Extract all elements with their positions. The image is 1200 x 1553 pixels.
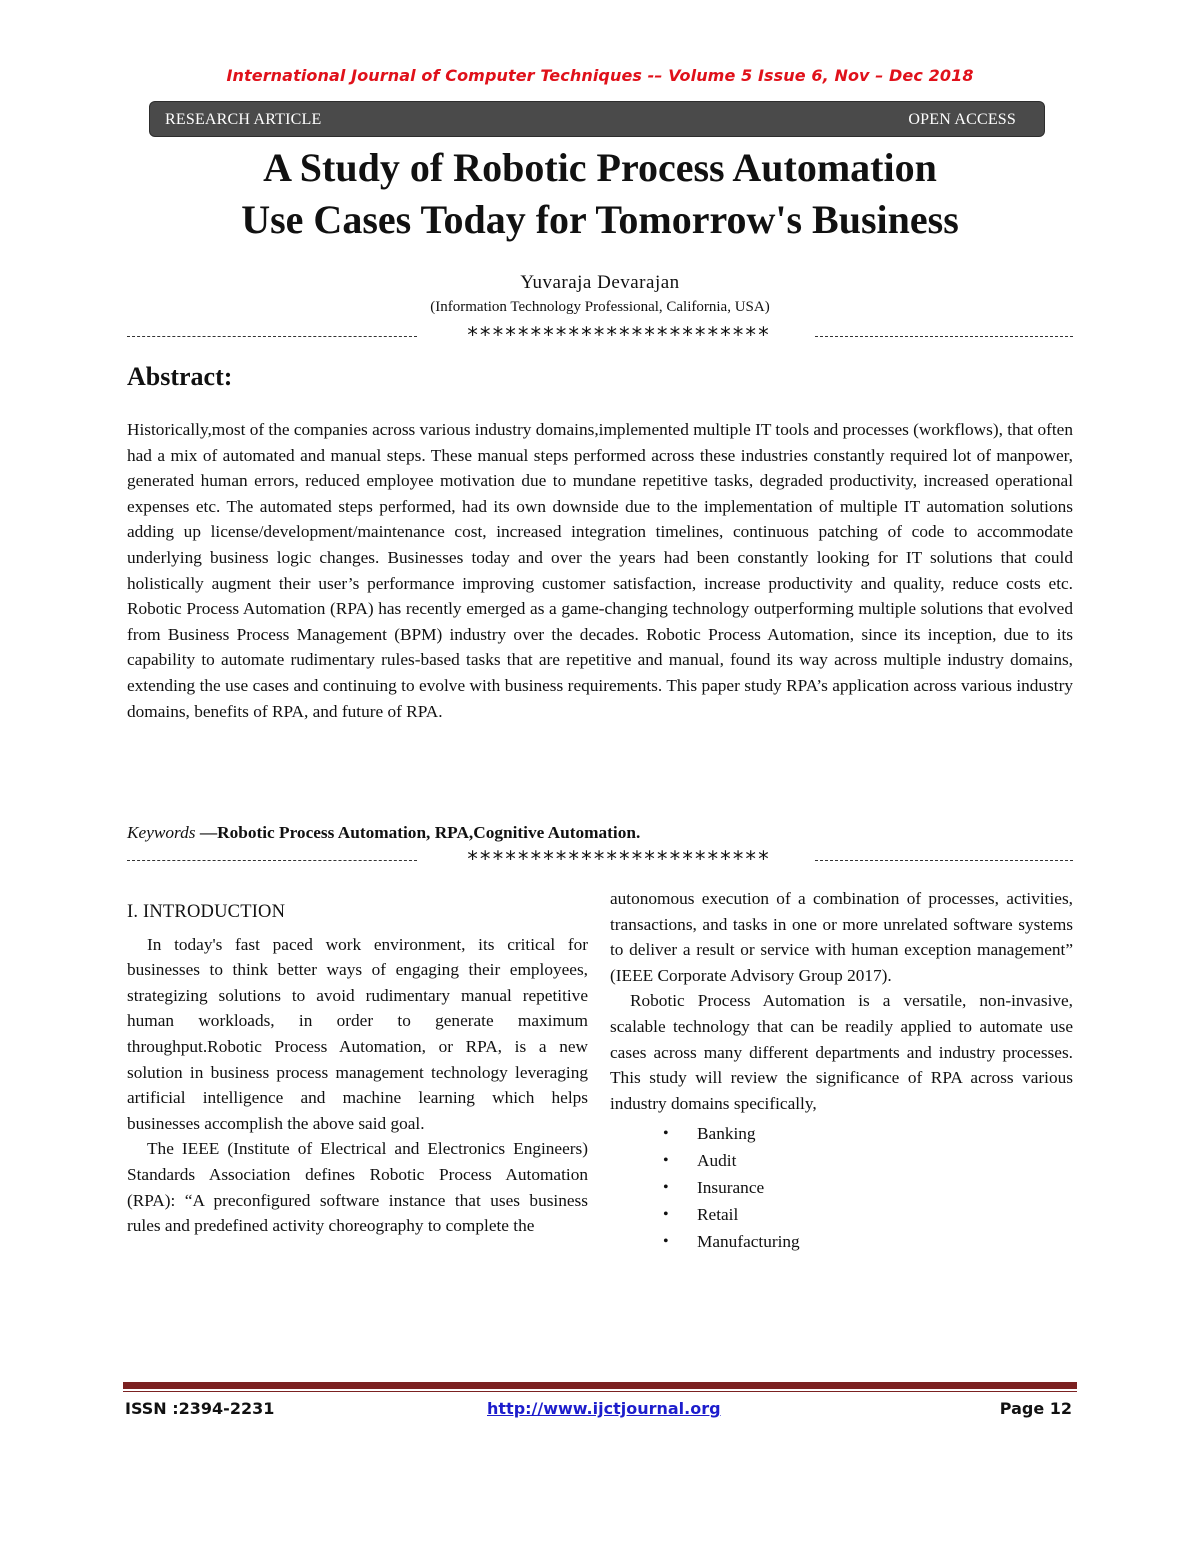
separator-dash-right bbox=[815, 336, 1073, 337]
intro-paragraph-1: In today's fast paced work environment, its critical for businesses to think better ways of engaging their employees, strategizing solutions to avoid rudimentary manual repetitive human workloads, in order to generate maximum throughput.Robotic Process Automation, or RPA, is a new solution in business process management technology leveraging artificial intelligence and machine learning which helps businesses accomplish the above said goal. bbox=[127, 934, 588, 1133]
keywords-label: Keywords bbox=[127, 823, 196, 842]
separator-stars: ************************ bbox=[466, 323, 770, 347]
journal-header: International Journal of Computer Techniques -– Volume 5 Issue 6, Nov – Dec 2018 bbox=[226, 66, 974, 85]
abstract-body: Historically,most of the companies across various industry domains,implemented multiple IT tools and processes (workflows), that often had a mix of automated and manual steps. These manual steps performed across these industries constantly required lot of manpower, generated human errors, reduced employee motivation due to mundane repetitive tasks, degraded productivity, increased operational expenses etc. The automated steps performed, had its own downside due to the implementation of multiple IT automation solutions adding up license/development/maintenance cost, increased integration timelines, continuous patching of code to accommodate underlying business logic changes. Businesses today and over the years had been constantly looking for IT solutions that could holistically augment their user’s performance improving customer satisfaction, increase productivity and quality, reduce costs etc. Robotic Process Automation (RPA) has recently emerged as a game-changing technology outperforming multiple solutions that evolved from Business Process Management (BPM) industry over the decades. Robotic Process Automation, since its inception, due to its capability to automate rudimentary rules-based tasks that are repetitive and manual, found its way across multiple industry domains, extending the use cases and continuing to evolve with business requirements. This paper study RPA’s application across various industry domains, benefits of RPA, and future of RPA. bbox=[127, 420, 1073, 721]
list-item bbox=[610, 1147, 1073, 1174]
footer-journal-link[interactable]: http://www.ijctjournal.org bbox=[487, 1399, 721, 1418]
keywords-line bbox=[127, 823, 640, 843]
article-type-bar bbox=[150, 102, 1044, 136]
separator-bottom bbox=[127, 847, 1073, 871]
author-affiliation: (Information Technology Professional, California, USA) bbox=[430, 299, 770, 315]
industry-domain-list bbox=[610, 1120, 1073, 1255]
separator-dash-left bbox=[127, 860, 417, 861]
footer-rule bbox=[123, 1382, 1077, 1389]
abstract-heading: Abstract: bbox=[127, 362, 233, 391]
list-item bbox=[610, 1120, 1073, 1147]
intro-paragraph-2-continued: autonomous execution of a combination of processes, activities, transactions, and tasks in one or more unrelated software systems to deliver a result or service with human exception management” (IEEE Corporate Advisory Group 2017). bbox=[610, 889, 1073, 985]
paper-title-line-2: Use Cases Today for Tomorrow's Business bbox=[241, 197, 959, 242]
separator-dash-left bbox=[127, 336, 417, 337]
footer-page-number: Page 12 bbox=[999, 1399, 1072, 1418]
intro-paragraph-2: The IEEE (Institute of Electrical and Electronics Engineers) Standards Association defines Robotic Process Automation (RPA): “A preconfigured software instance that uses business rules and predefined activity choreography to complete the bbox=[127, 1139, 588, 1236]
keywords-value: —Robotic Process Automation, RPA,Cognitive Automation. bbox=[199, 823, 641, 842]
list-item-label: Banking bbox=[697, 1124, 756, 1144]
right-column bbox=[610, 886, 1073, 1255]
bullet-icon: • bbox=[663, 1206, 669, 1224]
bullet-icon: • bbox=[663, 1179, 669, 1197]
footer-issn: ISSN :2394-2231 bbox=[125, 1399, 275, 1418]
list-item-label: Manufacturing bbox=[697, 1232, 800, 1252]
footer-rule-thin bbox=[123, 1391, 1077, 1392]
separator-dash-right bbox=[815, 860, 1073, 861]
separator-top bbox=[127, 323, 1073, 347]
bullet-icon: • bbox=[663, 1233, 669, 1251]
list-item bbox=[610, 1201, 1073, 1228]
paper-title-line-1: A Study of Robotic Process Automation bbox=[263, 145, 937, 190]
research-article-label: RESEARCH ARTICLE bbox=[165, 111, 322, 128]
section-heading-introduction: I. INTRODUCTION bbox=[127, 902, 286, 922]
list-item-label: Insurance bbox=[697, 1178, 765, 1198]
list-item-label: Retail bbox=[697, 1205, 739, 1225]
separator-stars: ************************ bbox=[466, 847, 770, 871]
list-item bbox=[610, 1174, 1073, 1201]
bullet-icon: • bbox=[663, 1125, 669, 1143]
open-access-label: OPEN ACCESS bbox=[908, 111, 1016, 128]
list-item bbox=[610, 1228, 1073, 1255]
left-column bbox=[127, 900, 588, 1239]
list-item-label: Audit bbox=[697, 1151, 737, 1171]
bullet-icon: • bbox=[663, 1152, 669, 1170]
intro-paragraph-3: Robotic Process Automation is a versatile, non-invasive, scalable technology that can be readily applied to automate use cases across many different departments and industry processes. This study will review the significance of RPA across various industry domains specifically, bbox=[610, 991, 1073, 1113]
author-name: Yuvaraja Devarajan bbox=[520, 272, 680, 293]
